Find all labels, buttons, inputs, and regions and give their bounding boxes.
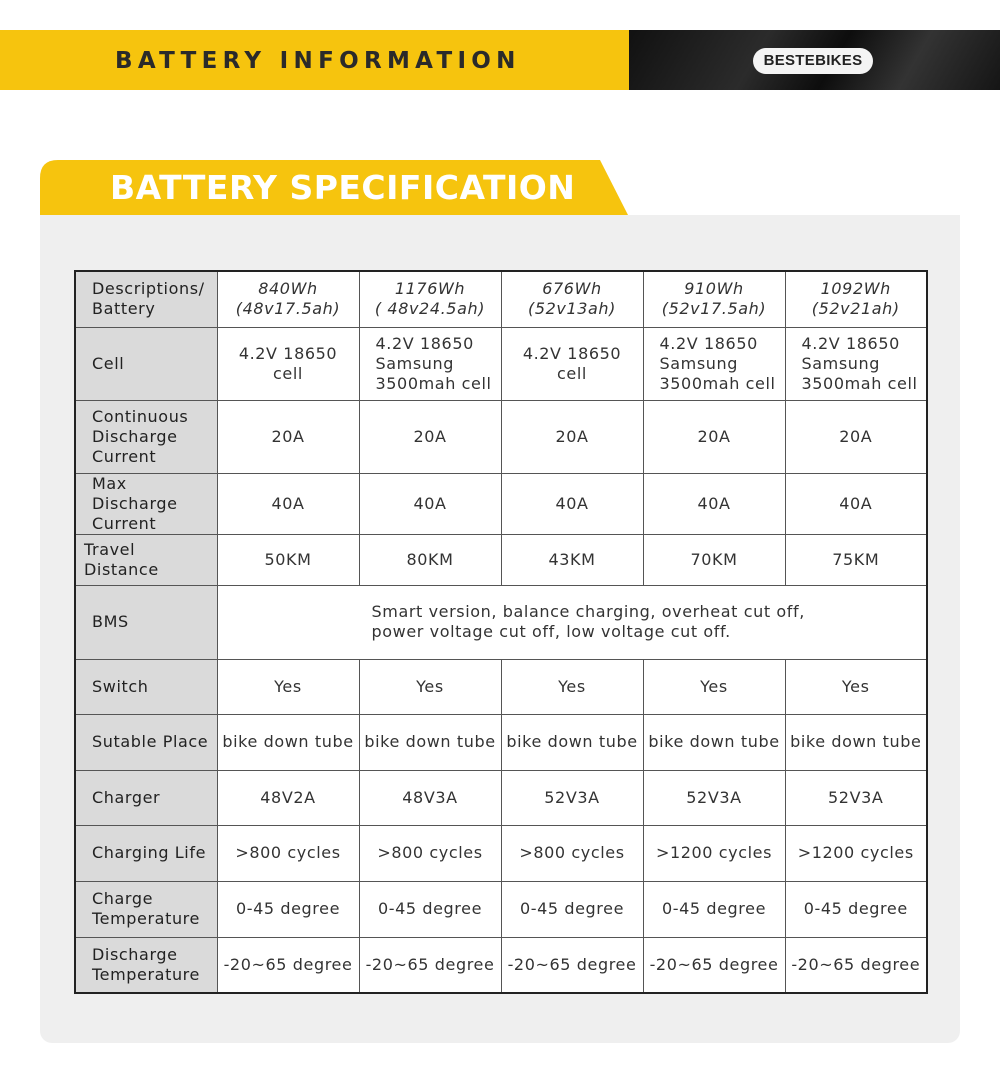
header-col-1-spec: (48v17.5ah) — [235, 299, 341, 319]
cell-line: 4.2V 18650 — [801, 333, 900, 353]
cell-value: 20A — [501, 400, 643, 473]
bms-line: Smart version, balance charging, overheat cut off, — [371, 602, 805, 621]
cell-value: >800 cycles — [359, 825, 501, 881]
header-col-5-capacity: 1092Wh — [820, 279, 891, 299]
header-col-5-spec: (52v21ah) — [811, 299, 900, 319]
cell-value — [785, 327, 927, 400]
cell-line: Samsung — [375, 353, 455, 373]
header-label-line1: Descriptions/ — [92, 279, 205, 299]
table-row-cell — [75, 327, 927, 400]
table-row-max-discharge — [75, 473, 927, 534]
cell-value: >800 cycles — [501, 825, 643, 881]
cell-value: 40A — [217, 473, 359, 534]
cell-line: 3500mah cell — [659, 373, 776, 393]
cell-value: -20~65 degree — [643, 937, 785, 993]
section-title: BATTERY SPECIFICATION — [110, 168, 576, 207]
cell-value: 52V3A — [643, 770, 785, 825]
cell-value: 40A — [643, 473, 785, 534]
table-row-charge-temperature — [75, 881, 927, 937]
header-col-3-capacity: 676Wh — [542, 279, 602, 299]
label-line: Temperature — [92, 964, 200, 984]
cell-value: 40A — [501, 473, 643, 534]
bms-line: power voltage cut off, low voltage cut off. — [371, 622, 731, 641]
label-line: Current — [92, 513, 157, 533]
cell-value: -20~65 degree — [359, 937, 501, 993]
header-col-4-spec: (52v17.5ah) — [661, 299, 767, 319]
cell-value: bike down tube — [217, 714, 359, 770]
table-row-discharge-temperature — [75, 937, 927, 993]
row-label-charger: Charger — [75, 770, 217, 825]
cell-value: -20~65 degree — [785, 937, 927, 993]
cell-value: -20~65 degree — [217, 937, 359, 993]
cell-value: >800 cycles — [217, 825, 359, 881]
cell-value: 0-45 degree — [217, 881, 359, 937]
label-line: Max Discharge — [92, 473, 178, 513]
row-label-continuous-discharge — [75, 400, 217, 473]
cell-line: 4.2V 18650 — [375, 333, 474, 353]
header-col-2 — [359, 271, 501, 327]
cell-value: 52V3A — [501, 770, 643, 825]
header-col-4-capacity: 910Wh — [684, 279, 744, 299]
header-label-line2: Battery — [92, 299, 156, 319]
row-label-bms: BMS — [75, 585, 217, 659]
cell-line: Samsung — [659, 353, 739, 373]
cell-value: >1200 cycles — [785, 825, 927, 881]
table-row-charger — [75, 770, 927, 825]
cell-value: 4.2V 18650 cell — [217, 327, 359, 400]
cell-value: 52V3A — [785, 770, 927, 825]
cell-value: Yes — [785, 659, 927, 714]
table-row-bms — [75, 585, 927, 659]
table-row-header — [75, 271, 927, 327]
cell-value: Yes — [643, 659, 785, 714]
cell-value: Yes — [501, 659, 643, 714]
label-line: Temperature — [92, 909, 200, 928]
cell-value: 20A — [785, 400, 927, 473]
banner-title: BATTERY INFORMATION — [115, 48, 521, 74]
row-label-suitable-place: Sutable Place — [75, 714, 217, 770]
header-col-1 — [217, 271, 359, 327]
cell-value: 48V3A — [359, 770, 501, 825]
cell-value: 50KM — [217, 534, 359, 585]
header-col-3-spec: (52v13ah) — [527, 299, 617, 319]
brand-logo: BESTEBIKES — [753, 48, 873, 74]
cell-value: 80KM — [359, 534, 501, 585]
header-col-4 — [643, 271, 785, 327]
cell-value: 0-45 degree — [785, 881, 927, 937]
cell-value: 4.2V 18650 cell — [501, 327, 643, 400]
label-line: Discharge — [92, 426, 178, 446]
cell-value: 40A — [359, 473, 501, 534]
cell-line: Samsung — [801, 353, 881, 373]
header-label-cell — [75, 271, 217, 327]
header-col-1-capacity: 840Wh — [258, 279, 318, 299]
cell-value: 0-45 degree — [501, 881, 643, 937]
cell-value: 20A — [643, 400, 785, 473]
cell-value: 0-45 degree — [643, 881, 785, 937]
row-label-travel-distance: Travel Distance — [75, 534, 217, 585]
header-col-5 — [785, 271, 927, 327]
cell-value: 20A — [217, 400, 359, 473]
row-label-charging-life: Charging Life — [75, 825, 217, 881]
cell-value: 75KM — [785, 534, 927, 585]
label-line: Current — [92, 446, 157, 466]
cell-line: 4.2V 18650 — [659, 333, 758, 353]
cell-value: bike down tube — [785, 714, 927, 770]
table-row-charging-life — [75, 825, 927, 881]
cell-value: 48V2A — [217, 770, 359, 825]
cell-value: 20A — [359, 400, 501, 473]
cell-line: 3500mah cell — [375, 373, 492, 393]
row-label-charge-temperature — [75, 881, 217, 937]
label-line: Continuous — [92, 406, 189, 426]
table-row-switch — [75, 659, 927, 714]
cell-value: bike down tube — [359, 714, 501, 770]
cell-value: 0-45 degree — [359, 881, 501, 937]
cell-value: bike down tube — [501, 714, 643, 770]
table-row-continuous-discharge — [75, 400, 927, 473]
cell-value — [643, 327, 785, 400]
bms-description — [217, 585, 927, 659]
cell-value: -20~65 degree — [501, 937, 643, 993]
row-label-switch: Switch — [75, 659, 217, 714]
cell-value: 43KM — [501, 534, 643, 585]
table-row-travel-distance — [75, 534, 927, 585]
row-label-max-discharge — [75, 473, 217, 534]
row-label-cell: Cell — [75, 327, 217, 400]
spec-table — [74, 270, 928, 994]
label-line: Charge — [92, 889, 154, 908]
row-label-discharge-temperature — [75, 937, 217, 993]
cell-value: bike down tube — [643, 714, 785, 770]
header-col-2-spec: ( 48v24.5ah) — [374, 299, 486, 319]
table-row-suitable-place — [75, 714, 927, 770]
cell-value: Yes — [217, 659, 359, 714]
cell-value: >1200 cycles — [643, 825, 785, 881]
cell-line: 3500mah cell — [801, 373, 918, 393]
label-line: Discharge — [92, 944, 178, 964]
header-col-3 — [501, 271, 643, 327]
cell-value — [359, 327, 501, 400]
cell-value: 40A — [785, 473, 927, 534]
cell-value: Yes — [359, 659, 501, 714]
cell-value: 70KM — [643, 534, 785, 585]
header-col-2-capacity: 1176Wh — [394, 279, 466, 299]
